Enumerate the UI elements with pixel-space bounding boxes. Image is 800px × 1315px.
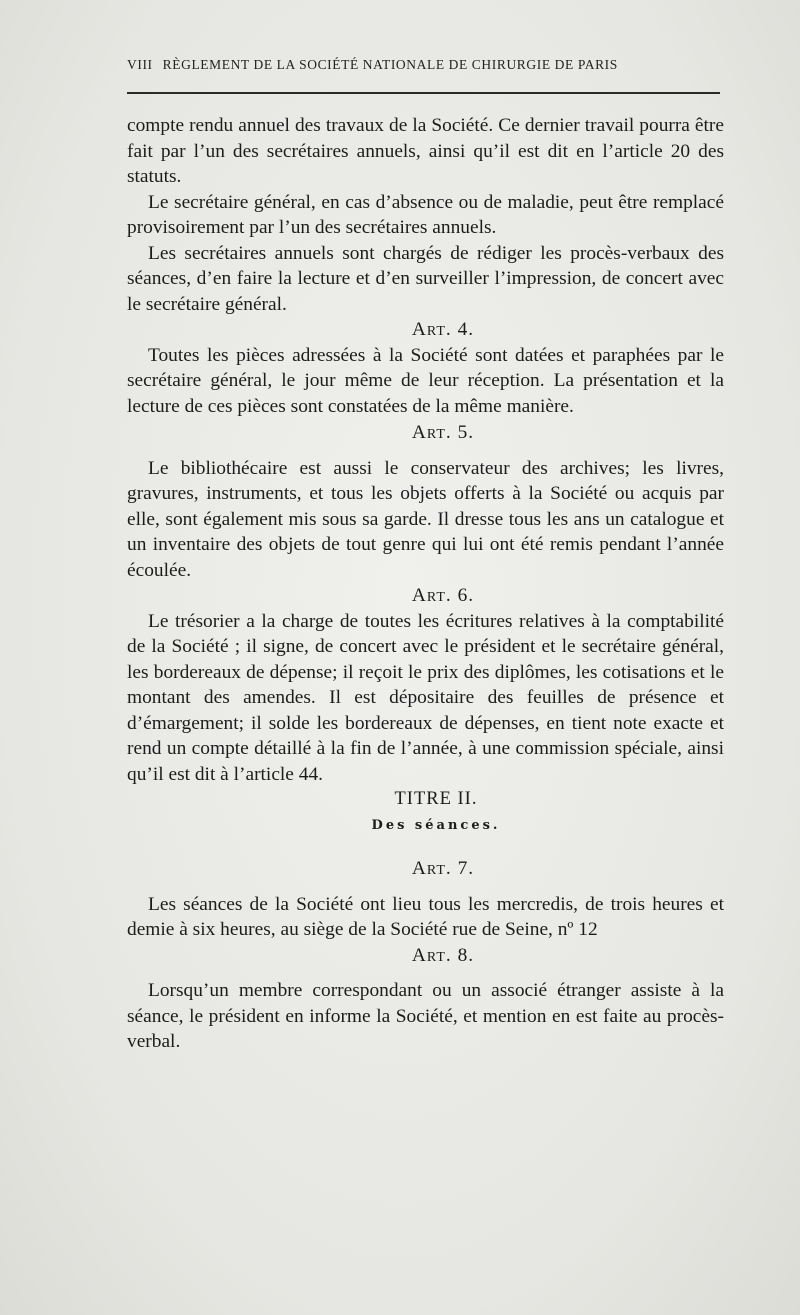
- section-subtitle: Des séances.: [371, 817, 501, 833]
- paragraph-secretaire-general: Le secrétaire général, en cas d’absence ou de maladie, peut être remplacé provisoirement par l’un des secrétaires annuels.: [127, 191, 724, 238]
- article-4-heading: Art. 4.: [411, 319, 475, 340]
- article-6-heading: Art. 6.: [411, 585, 475, 606]
- page-number: VIII: [127, 57, 153, 72]
- article-7-text: Les séances de la Société ont lieu tous les mercredis, de trois heures et demie à six heures, au siège de la Société rue de Seine, nº 12: [127, 893, 724, 940]
- running-header: [127, 57, 720, 73]
- running-title: RÈGLEMENT DE LA SOCIÉTÉ NATIONALE DE CHIRURGIE DE PARIS: [162, 57, 618, 72]
- article-8-heading: Art. 8.: [411, 944, 475, 966]
- article-8-text: Lorsqu’un membre correspondant ou un associé étranger assiste à la séance, le président en informe la Société, et mention en est faite au procès-verbal.: [127, 980, 724, 1052]
- article-6-text: Le trésorier a la charge de toutes les écritures relatives à la comptabilité de la Société ; il signe, de concert avec le président et le secrétaire général, les bordereaux de dépense; il reçoit le prix des diplômes, les cotisations et le montant des amendes. Il est dépositaire des feuilles de présence et d’émargement; il solde les bordereaux de dépenses, en tient note exacte et rend un compte détaillé à la fin de l’année, à une commission spéciale, ainsi qu’il est dit à l’article 44.: [127, 610, 724, 785]
- paragraph-secretaires-annuels: Les secrétaires annuels sont chargés de rédiger les procès-verbaux des séances, d’en faire la lecture et d’en surveiller l’impression, de concert avec le secrétaire général.: [127, 242, 724, 315]
- paragraph-intro: compte rendu annuel des travaux de la Société. Ce dernier travail pourra être fait par l’un des secrétaires annuels, ainsi qu’il est dit en l’article 20 des statuts.: [127, 115, 724, 187]
- article-4-text: Toutes les pièces adressées à la Société sont datées et paraphées par le secrétaire général, le jour même de leur réception. La présentation et la lecture de ces pièces sont constatées de la même manière.: [127, 344, 724, 417]
- page-body: [127, 113, 724, 1055]
- article-7-heading: Art. 7.: [411, 858, 475, 879]
- header-rule: [127, 92, 720, 94]
- article-5-heading: Art. 5.: [411, 422, 475, 443]
- titre-heading: TITRE II.: [394, 789, 478, 809]
- article-5-text: Le bibliothécaire est aussi le conservateur des archives; les livres, gravures, instruments, et tous les objets offerts à la Société ou acquis par elle, sont également mis sous sa garde. Il dresse tous les ans un catalogue et un inventaire des objets de tout genre qui lui ont été remis pendant l’année écoulée.: [127, 457, 724, 581]
